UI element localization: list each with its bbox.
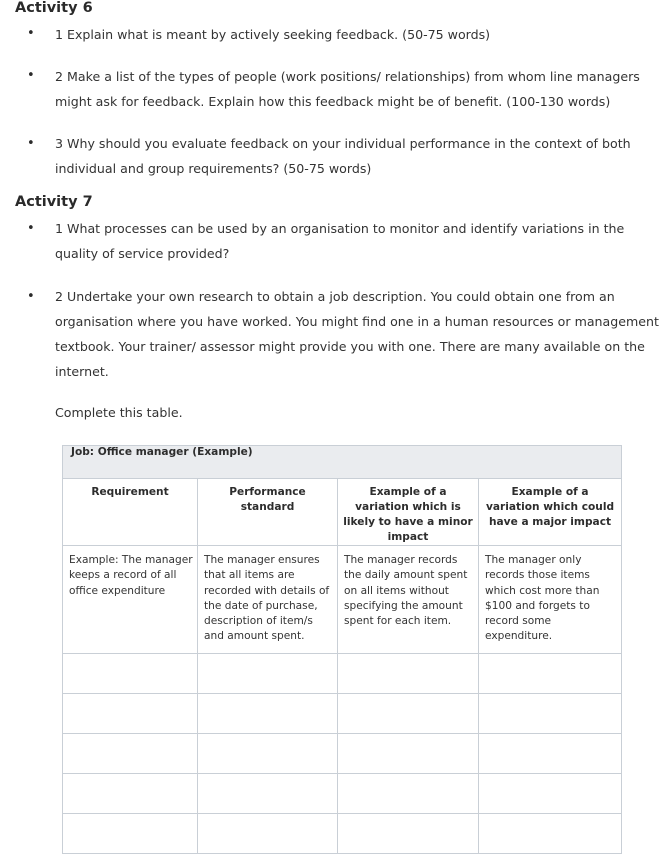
blank-cell[interactable] xyxy=(63,694,198,734)
activity-7-item-1: 1 What processes can be used by an organisation to monitor and identify variations in the quality of service provided? xyxy=(55,221,625,261)
header-requirement: Requirement xyxy=(63,479,198,546)
blank-cell[interactable] xyxy=(63,734,198,774)
activity-6-heading: Activity 6 xyxy=(15,0,93,16)
blank-cell[interactable] xyxy=(479,814,622,854)
job-table xyxy=(62,445,622,854)
table-row xyxy=(63,774,622,814)
bullet-icon: • xyxy=(27,136,35,151)
table-row xyxy=(63,734,622,774)
table-row xyxy=(63,814,622,854)
blank-cell[interactable] xyxy=(63,774,198,814)
example-requirement-cell: Example: The manager keeps a record of all office expenditure xyxy=(63,546,198,654)
table-title-row xyxy=(63,446,622,479)
blank-cell[interactable] xyxy=(63,814,198,854)
blank-cell[interactable] xyxy=(338,774,479,814)
blank-cell[interactable] xyxy=(198,734,338,774)
blank-cell[interactable] xyxy=(198,814,338,854)
table-row xyxy=(63,694,622,734)
example-minor-cell: The manager records the daily amount spent on all items without specifying the amount spent for each item. xyxy=(338,546,479,654)
activity-6-item-3: 3 Why should you evaluate feedback on your individual performance in the context of both individual and group requirements? (50-75 words) xyxy=(55,136,631,176)
blank-cell[interactable] xyxy=(338,654,479,694)
bullet-icon: • xyxy=(27,221,35,236)
blank-cell[interactable] xyxy=(198,654,338,694)
blank-cell[interactable] xyxy=(338,734,479,774)
blank-cell[interactable] xyxy=(198,694,338,734)
header-major-variation: Example of a variation which could have a major impact xyxy=(479,479,622,546)
table-title: Job: Office manager (Example) xyxy=(63,446,622,479)
blank-cell[interactable] xyxy=(338,694,479,734)
bullet-icon: • xyxy=(27,68,35,83)
blank-cell[interactable] xyxy=(479,774,622,814)
table-row xyxy=(63,654,622,694)
table-row xyxy=(63,546,622,654)
table-header-row xyxy=(63,479,622,546)
blank-cell[interactable] xyxy=(338,814,479,854)
activity-7-item-2: 2 Undertake your own research to obtain a job description. You could obtain one from an organisation where you have worked. You might find one in a human resources or management textbook. Your trainer/ assessor might provide you with one. There are many available on the internet. xyxy=(55,289,659,379)
example-major-cell: The manager only records those items which cost more than $100 and forgets to record some expenditure. xyxy=(479,546,622,654)
activity-6-item-2: 2 Make a list of the types of people (work positions/ relationships) from whom line managers might ask for feedback. Explain how this feedback might be of benefit. (100-130 words) xyxy=(55,69,640,109)
header-minor-variation: Example of a variation which is likely to have a minor impact xyxy=(338,479,479,546)
activity-6-item-1: 1 Explain what is meant by actively seeking feedback. (50-75 words) xyxy=(55,27,491,42)
blank-cell[interactable] xyxy=(198,774,338,814)
blank-cell[interactable] xyxy=(63,654,198,694)
example-performance-cell: The manager ensures that all items are recorded with details of the date of purchase, description of item/s and amount spent. xyxy=(198,546,338,654)
blank-cell[interactable] xyxy=(479,694,622,734)
header-performance-standard: Performance standard xyxy=(198,479,338,546)
blank-cell[interactable] xyxy=(479,654,622,694)
activity-7-heading: Activity 7 xyxy=(15,194,93,210)
blank-cell[interactable] xyxy=(479,734,622,774)
bullet-icon: • xyxy=(27,289,35,304)
bullet-icon: • xyxy=(27,26,35,41)
table-instruction: Complete this table. xyxy=(55,405,183,420)
